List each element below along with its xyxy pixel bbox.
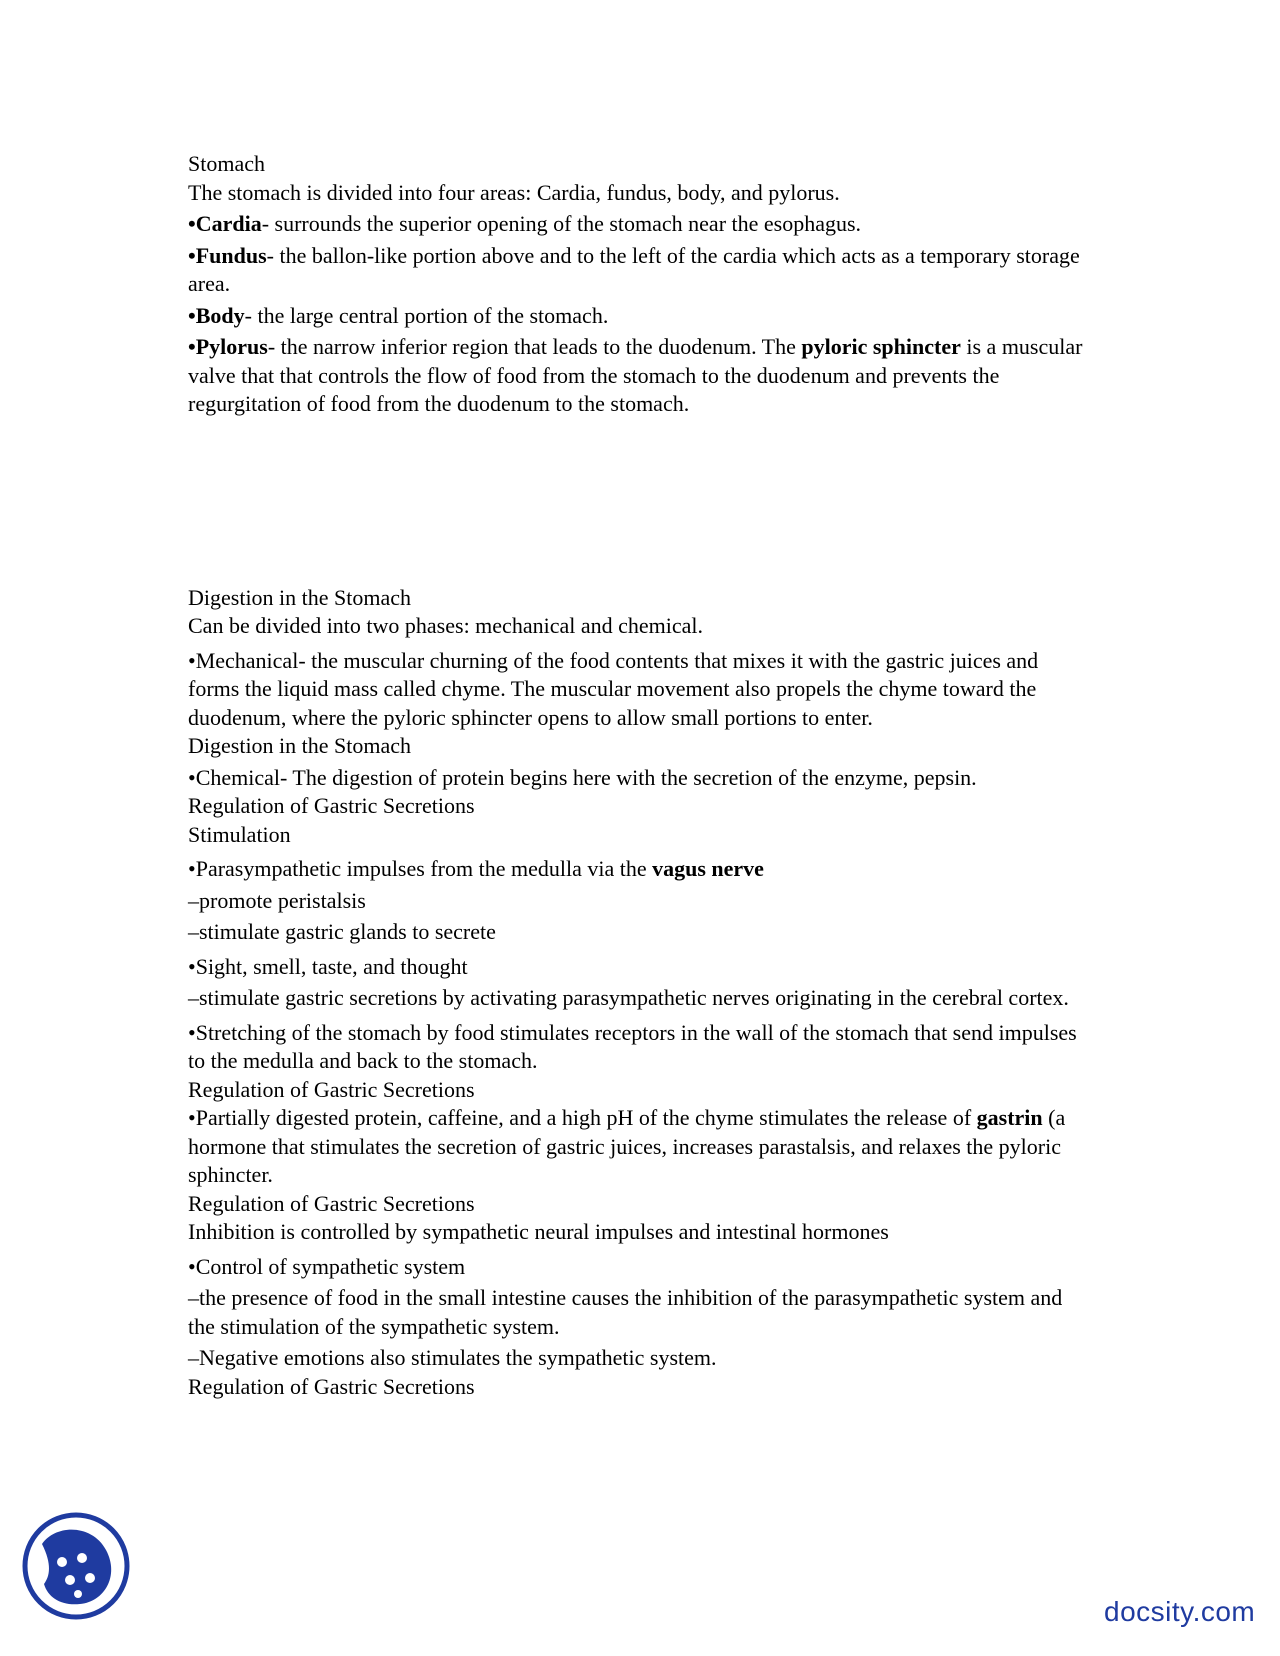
bullet-item-parasympathetic: •Parasympathetic impulses from the medulla via the vagus nerve xyxy=(188,856,764,881)
docsity-brand-link[interactable]: docsity.com xyxy=(1104,1596,1256,1627)
bullet-item-gastrin: •Partially digested protein, caffeine, and a high pH of the chyme stimulates the release of gastrin (a hormone that stimulates the secretion of gastric juices, increases parastalsis, and relaxes the pyloric sphincter. xyxy=(188,1105,1066,1187)
bullet-item-body: •Body- the large central portion of the stomach. xyxy=(188,302,609,328)
section-heading-regulation-3: Regulation of Gastric Secretions xyxy=(188,1190,475,1216)
bullet-item-mechanical: •Mechanical- the muscular churning of the food contents that mixes it with the gastric juices and forms the liquid mass called chyme. The muscular movement also propels the chyme toward the duodenum, where the pyloric sphincter opens to allow small portions to enter. xyxy=(188,647,1039,730)
dash-item: –stimulate gastric glands to secrete xyxy=(188,919,496,944)
bullet-item-pylorus: •Pylorus- the narrow inferior region that leads to the duodenum. The pyloric sphincter is a muscular valve that that controls the flow of food from the stomach to the duodenum and prevents the regurgitation of food from the duodenum to the stomach. xyxy=(188,334,1083,416)
logo-graphic xyxy=(20,1510,132,1622)
dash-item: –the presence of food in the small intestine causes the inhibition of the parasympathetic system and the stimulation of the sympathetic system. xyxy=(188,1285,1063,1339)
section-heading-stomach: Stomach xyxy=(188,151,265,176)
bullet-item-chemical: •Chemical- The digestion of protein begins here with the secretion of the enzyme, pepsin. xyxy=(188,764,977,790)
subheading-stimulation: Stimulation xyxy=(188,821,291,847)
section-heading-regulation: Regulation of Gastric Secretions xyxy=(188,793,475,818)
paragraph: The stomach is divided into four areas: Cardia, fundus, body, and pylorus. xyxy=(188,179,840,205)
dash-item: –stimulate gastric secretions by activating parasympathetic nerves originating in the cerebral cortex. xyxy=(188,985,1069,1010)
bullet-item-stretching: •Stretching of the stomach by food stimulates receptors in the wall of the stomach that send impulses to the medulla and back to the stomach. xyxy=(188,1019,1077,1073)
document-content xyxy=(188,150,1093,1401)
dash-item: –promote peristalsis xyxy=(188,887,366,913)
paragraph: Inhibition is controlled by sympathetic neural impulses and intestinal hormones xyxy=(188,1219,889,1244)
bullet-item-fundus: •Fundus- the ballon-like portion above and to the left of the cardia which acts as a temporary storage area. xyxy=(188,242,1080,296)
docsity-logo-icon[interactable] xyxy=(20,1510,132,1622)
bullet-item-senses: •Sight, smell, taste, and thought xyxy=(188,953,468,979)
paragraph: Can be divided into two phases: mechanical and chemical. xyxy=(188,613,704,638)
section-heading-digestion: Digestion in the Stomach xyxy=(188,584,412,610)
section-heading-digestion-2: Digestion in the Stomach xyxy=(188,733,412,758)
bullet-item-control: •Control of sympathetic system xyxy=(188,1253,466,1279)
section-heading-regulation-4: Regulation of Gastric Secretions xyxy=(188,1373,475,1399)
dash-item: –Negative emotions also stimulates the sympathetic system. xyxy=(188,1345,717,1370)
section-heading-regulation-2: Regulation of Gastric Secretions xyxy=(188,1076,475,1102)
bullet-item-cardia: •Cardia- surrounds the superior opening of the stomach near the esophagus. xyxy=(188,211,862,236)
